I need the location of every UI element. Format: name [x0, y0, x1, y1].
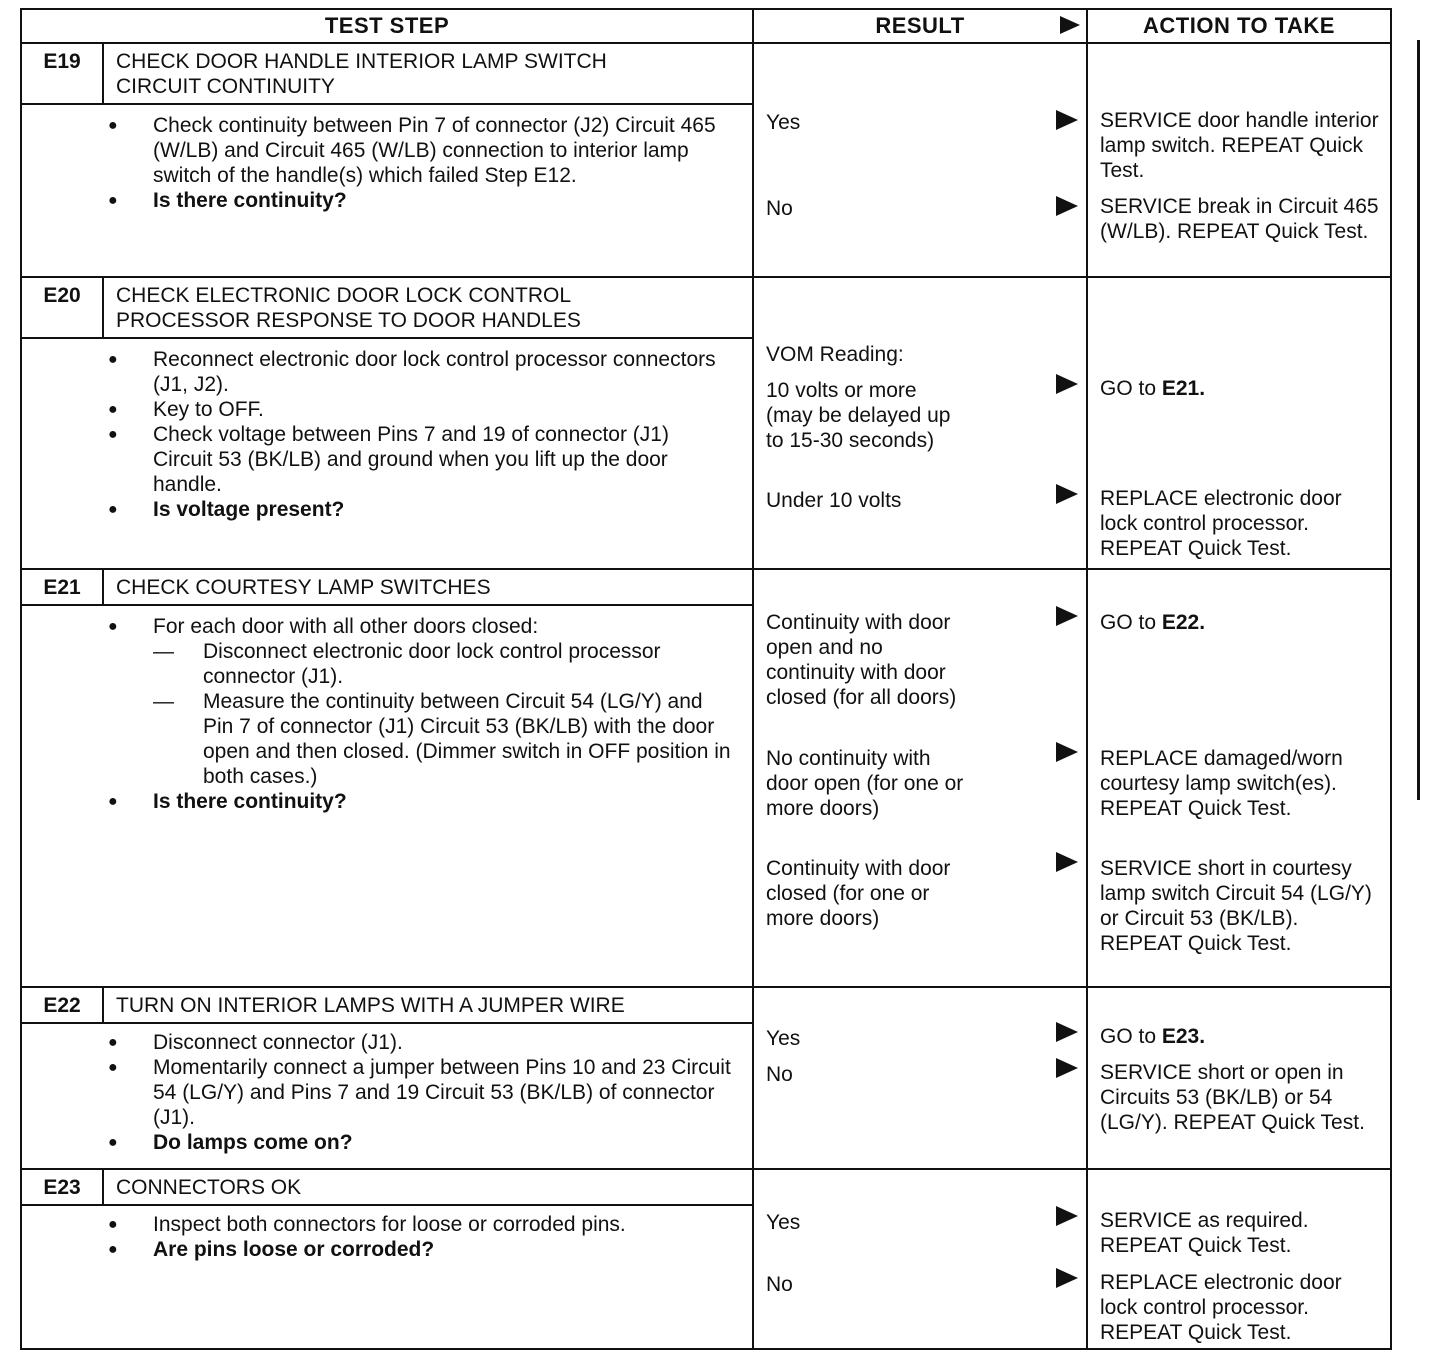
table-row-e21	[21, 569, 1391, 987]
diagnostic-table-sheet	[20, 8, 1390, 1358]
header-action: ACTION TO TAKE	[1087, 9, 1391, 43]
arrow-right-icon	[1056, 1206, 1078, 1226]
step-id: E22	[22, 988, 104, 1022]
bullet-item: ● Check continuity between Pin 7 of connector (J2) Circuit 465 (W/LB) and Circuit 465 (W/LB) connection to interior lamp switch of the handle(s) which failed Step E12.	[108, 113, 732, 188]
result-cell-e23	[753, 1169, 1087, 1349]
arrow-right-icon	[1056, 606, 1078, 626]
step-cell-e21	[21, 569, 753, 987]
step-body-e19	[22, 105, 752, 219]
action-entry: SERVICE short in courtesy lamp switch Circuit 54 (LG/Y) or Circuit 53 (BK/LB). REPEAT Quick Test.	[1100, 857, 1372, 955]
action-entry: SERVICE as required. REPEAT Quick Test.	[1100, 1209, 1309, 1257]
bullet-item: ● Check voltage between Pins 7 and 19 of connector (J1) Circuit 53 (BK/LB) and ground when you lift up the door handle.	[108, 422, 732, 497]
result-cell-e20	[753, 277, 1087, 569]
step-title: CHECK COURTESY LAMP SWITCHES	[116, 576, 491, 599]
step-cell-e19	[21, 43, 753, 277]
table-row-e22	[21, 987, 1391, 1169]
result-entry: No	[766, 197, 793, 220]
action-entry: REPLACE electronic door lock control processor. REPEAT Quick Test.	[1100, 487, 1342, 560]
step-body-e20	[22, 339, 752, 528]
goto-step-ref: E23.	[1161, 1025, 1206, 1048]
result-heading: VOM Reading:	[766, 343, 904, 366]
question-item: ● Is there continuity?	[108, 789, 732, 814]
arrow-right-icon	[1056, 196, 1078, 216]
arrow-right-icon	[1056, 1268, 1078, 1288]
step-title: CHECK DOOR HANDLE INTERIOR LAMP SWITCH CIRCUIT CONTINUITY	[116, 50, 607, 98]
bullet-item: ● Disconnect connector (J1).	[108, 1030, 732, 1055]
step-header-e19	[22, 44, 752, 105]
header-result	[753, 9, 1087, 43]
arrow-right-icon	[1056, 742, 1078, 762]
sub-bullet-item: — Measure the continuity between Circuit 54 (LG/Y) and Pin 7 of connector (J1) Circuit 53 (BK/LB) with the door open and then closed. (Dimmer switch in OFF position in both cases.)	[153, 689, 732, 789]
action-entry	[1100, 1024, 1380, 1049]
page-edge-rule	[1417, 40, 1420, 800]
result-entry: Yes	[766, 1211, 801, 1234]
table-header-row	[21, 9, 1391, 43]
action-cell-e20	[1087, 277, 1391, 569]
arrow-right-icon	[1056, 110, 1078, 130]
sub-bullet-list	[153, 639, 732, 789]
header-test-step: TEST STEP	[21, 9, 753, 43]
step-title: CHECK ELECTRONIC DOOR LOCK CONTROL PROCESSOR RESPONSE TO DOOR HANDLES	[116, 284, 581, 332]
result-entry: No	[766, 1273, 793, 1296]
action-cell-e19	[1087, 43, 1391, 277]
result-entry: Continuity with door open and no continuity with door closed (for all doors)	[766, 611, 957, 709]
action-entry: REPLACE damaged/worn courtesy lamp switch(es). REPEAT Quick Test.	[1100, 747, 1343, 820]
question-item: ● Do lamps come on?	[108, 1130, 732, 1155]
result-entry: Yes	[766, 111, 801, 134]
result-entry: Under 10 volts	[766, 489, 902, 512]
result-entry: No	[766, 1063, 793, 1086]
step-id: E21	[22, 570, 104, 604]
step-cell-e22	[21, 987, 753, 1169]
result-cell-e22	[753, 987, 1087, 1169]
question-item: ● Is there continuity?	[108, 188, 732, 213]
question-item: ● Is voltage present?	[108, 497, 732, 522]
action-entry	[1100, 610, 1380, 635]
table-row-e19	[21, 43, 1391, 277]
table-row-e23	[21, 1169, 1391, 1349]
result-cell-e19	[753, 43, 1087, 277]
bullet-item: ● Inspect both connectors for loose or corroded pins.	[108, 1212, 732, 1237]
step-header-e23	[22, 1170, 752, 1206]
bullet-item: ● Key to OFF.	[108, 397, 732, 422]
arrow-right-icon	[1056, 1022, 1078, 1042]
step-body-e21	[22, 606, 752, 820]
action-goto-text: GO to	[1100, 1025, 1157, 1048]
action-goto-text: GO to	[1100, 611, 1157, 634]
action-entry: SERVICE break in Circuit 465 (W/LB). REPEAT Quick Test.	[1100, 195, 1379, 243]
action-goto-text: GO to	[1100, 377, 1157, 400]
arrow-right-icon	[1060, 16, 1080, 34]
step-cell-e20	[21, 277, 753, 569]
bullet-item: ● Momentarily connect a jumper between Pins 10 and 23 Circuit 54 (LG/Y) and Pins 7 and 19 Circuit 53 (BK/LB) of connector (J1).	[108, 1055, 732, 1130]
table-row-e20	[21, 277, 1391, 569]
goto-step-ref: E22.	[1161, 611, 1206, 634]
action-entry: REPLACE electronic door lock control processor. REPEAT Quick Test.	[1100, 1271, 1342, 1344]
arrow-right-icon	[1056, 374, 1078, 394]
action-entry: SERVICE short or open in Circuits 53 (BK/LB) or 54 (LG/Y). REPEAT Quick Test.	[1100, 1061, 1365, 1134]
header-result-label: RESULT	[875, 13, 965, 38]
result-entry: Yes	[766, 1027, 801, 1050]
sub-bullet-item: — Disconnect electronic door lock control processor connector (J1).	[153, 639, 732, 689]
result-entry: Continuity with door closed (for one or more doors)	[766, 857, 951, 930]
question-item: ● Are pins loose or corroded?	[108, 1237, 732, 1262]
step-body-e23	[22, 1206, 752, 1268]
arrow-right-icon	[1056, 852, 1078, 872]
step-cell-e23	[21, 1169, 753, 1349]
diagnostic-table	[20, 8, 1392, 1350]
step-body-e22	[22, 1024, 752, 1161]
step-id: E23	[22, 1170, 104, 1204]
step-id: E19	[22, 44, 104, 103]
action-cell-e22	[1087, 987, 1391, 1169]
bullet-item	[108, 614, 732, 789]
step-title: CONNECTORS OK	[116, 1176, 302, 1199]
step-header-e22	[22, 988, 752, 1024]
step-header-e20	[22, 278, 752, 339]
action-entry	[1100, 376, 1380, 401]
bullet-item: ● Reconnect electronic door lock control processor connectors (J1, J2).	[108, 347, 732, 397]
arrow-right-icon	[1056, 484, 1078, 504]
step-title: TURN ON INTERIOR LAMPS WITH A JUMPER WIRE	[116, 994, 625, 1017]
arrow-right-icon	[1056, 1058, 1078, 1078]
step-header-e21	[22, 570, 752, 606]
step-id: E20	[22, 278, 104, 337]
result-entry: 10 volts or more (may be delayed up to 15-30 seconds)	[766, 379, 951, 452]
action-entry: SERVICE door handle interior lamp switch. REPEAT Quick Test.	[1100, 109, 1379, 182]
action-cell-e23	[1087, 1169, 1391, 1349]
action-cell-e21	[1087, 569, 1391, 987]
bullet-text: For each door with all other doors closed:	[153, 615, 539, 638]
result-cell-e21	[753, 569, 1087, 987]
result-entry: No continuity with door open (for one or more doors)	[766, 747, 964, 820]
goto-step-ref: E21.	[1161, 377, 1206, 400]
